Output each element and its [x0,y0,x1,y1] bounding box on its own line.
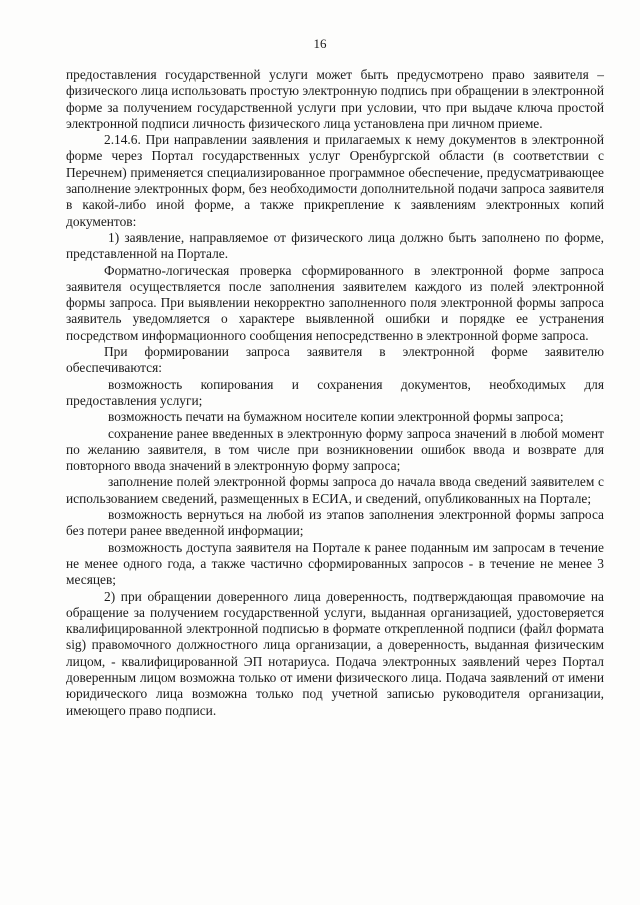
paragraph: возможность копирования и сохранения документов, необходимых для предоставления услуги; [66,376,604,408]
paragraph: предоставления государственной услуги может быть предусмотрено право заявителя – физического лица использовать простую электронную подпись при обращении в электронной форме за получением государственной услуги при условии, что при выдаче ключа простой электронной подписи личность физического лица установлена при личном приеме. [66,67,604,131]
paragraph: сохранение ранее введенных в электронную форму запроса значений в любой момент по желанию заявителя, в том числе при возникновении ошибок ввода и возврате для повторного ввода значений в электронную форму запроса; [66,425,604,474]
paragraph: возможность доступа заявителя на Портале к ранее поданным им запросам в течение не менее одного года, а также частично сформированных запросов - в течение не менее 3 месяцев; [66,539,604,588]
page-number: 16 [313,36,327,51]
paragraph: возможность вернуться на любой из этапов заполнения электронной формы запроса без потери ранее введенной информации; [66,507,604,539]
paragraph: 2) при обращении доверенного лица доверенность, подтверждающая правомочие на обращение за получением государственной услуги, выданная организацией, удостоверяется квалифицированной электронной подписью в формате открепленной подписи (файл формата sig) правомочного должностного лица организации, а доверенность, выданная физическим лицом, - квалифицированной ЭП нотариуса. Подача электронных заявлений через Портал доверенным лицом возможна только от имени физического лица. Подача заявлений от имени юридического лица возможна только под учетной записью руководителя организации, имеющего право подписи. [66,588,604,718]
paragraph: При формировании запроса заявителя в электронной форме заявителю обеспечиваются: [66,344,604,376]
paragraph: 2.14.6. При направлении заявления и прилагаемых к нему документов в электронной форме через Портал государственных услуг Оренбургской области (в соответствии с Перечнем) применяется специализированное программное обеспечение, предусматривающее заполнение электронных форм, без необходимости дополнительной подачи запроса заявителя в какой-либо иной форме, а также прикрепление к заявлениям электронных копий документов: [66,132,604,229]
paragraph: заполнение полей электронной формы запроса до начала ввода сведений заявителем с использованием сведений, размещенных в ЕСИА, и сведений, опубликованных на Портале; [66,474,604,506]
paragraph: возможность печати на бумажном носителе копии электронной формы запроса; [108,409,564,425]
paragraph: 1) заявление, направляемое от физического лица должно быть заполнено по форме, представленной на Портале. [66,229,604,262]
document-body [66,67,604,719]
paragraph: Форматно-логическая проверка сформированного в электронной форме запроса заявителя осуществляется после заполнения заявителем каждого из полей электронной формы запроса. При выявлении некорректно заполненного поля электронной формы запроса заявитель уведомляется о характере выявленной ошибки и порядке ее устранения посредством информационного сообщения непосредственно в электронной форме запроса. [66,262,604,343]
